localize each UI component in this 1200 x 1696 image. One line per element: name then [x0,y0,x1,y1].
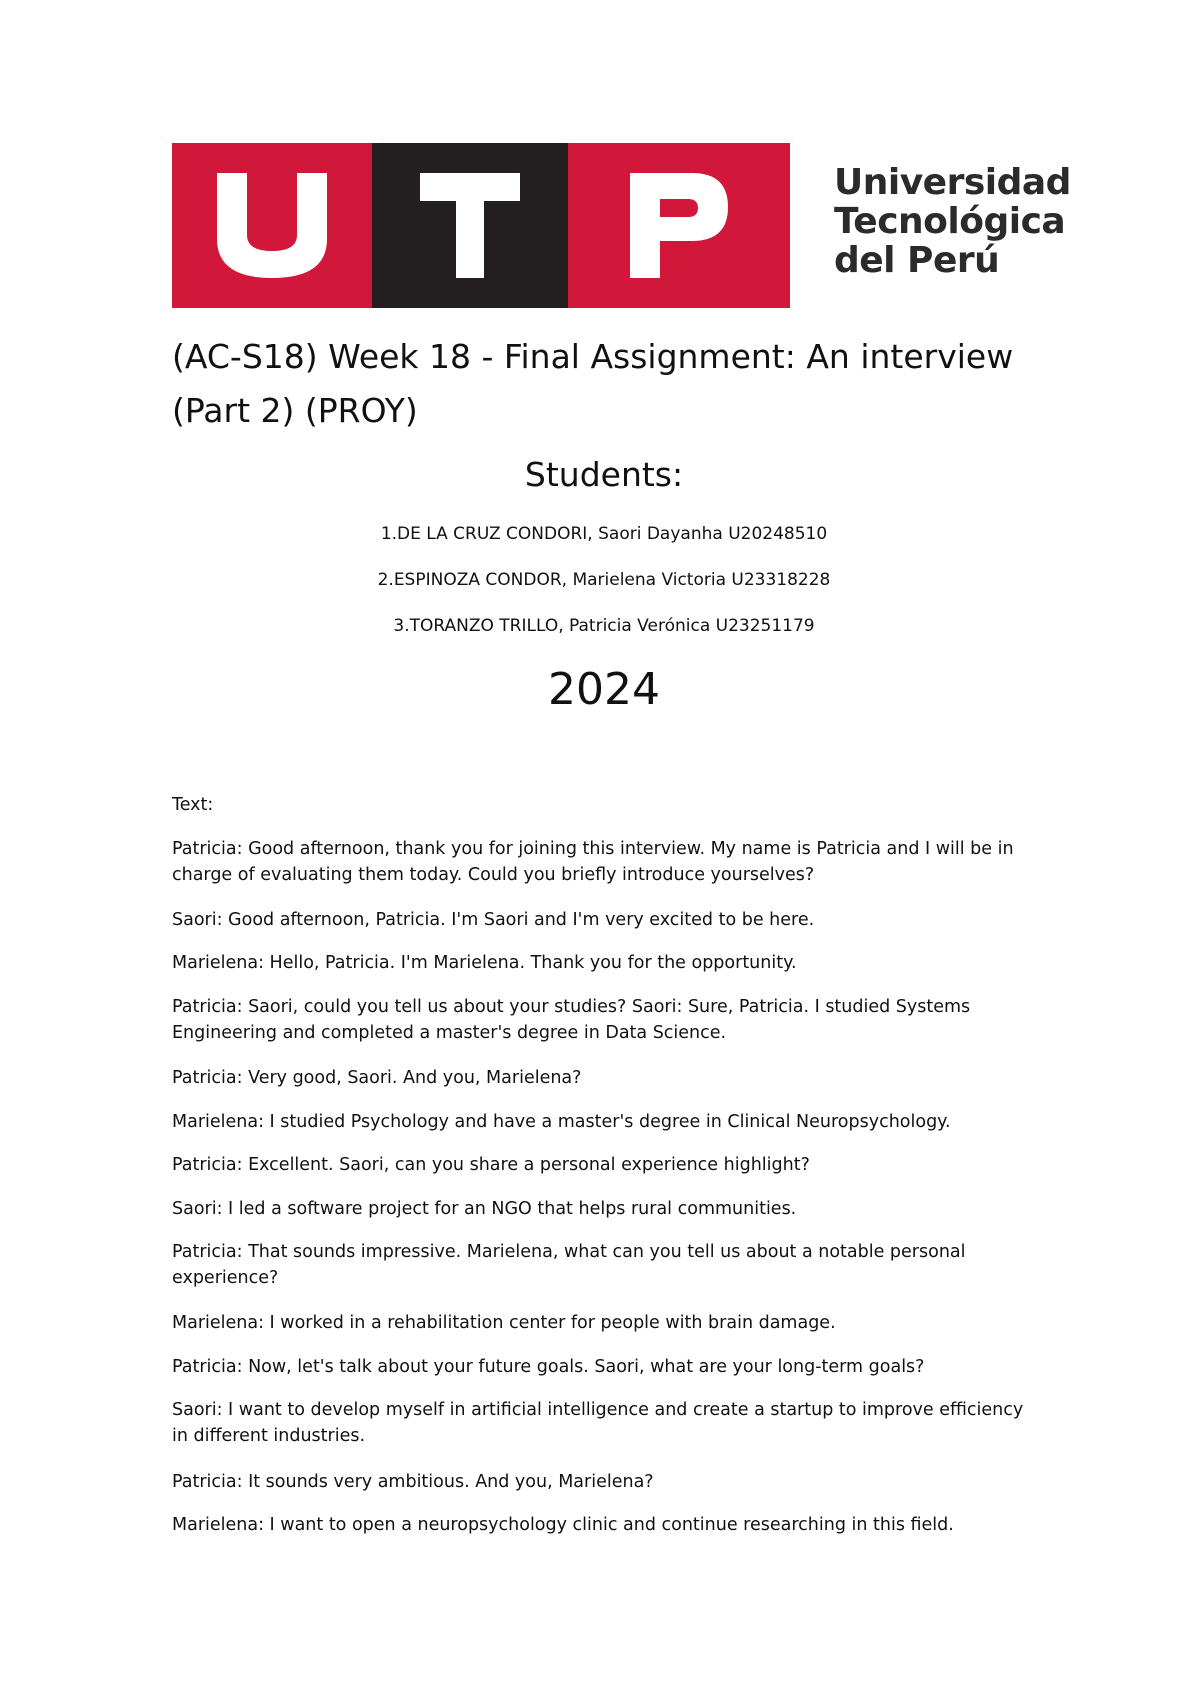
logo-block-p [568,143,790,308]
students-heading: Students: [524,455,684,494]
dialogue-line: Patricia: Very good, Saori. And you, Marielena? [172,1068,582,1088]
logo-block-t [372,143,568,308]
title-line-1: (AC-S18) Week 18 - Final Assignment: An interview [172,337,1014,376]
utp-logo [172,143,1116,308]
dialogue-line: Saori: I want to develop myself in artificial intelligence and create a startup to improve efficiency in different industries. [172,1400,1024,1446]
logo-block-u [172,143,372,308]
student-item-1: 1.DE LA CRUZ CONDORI, Saori Dayanha U20248510 [380,524,828,544]
document-title [172,330,1072,438]
dialogue-line: Patricia: It sounds very ambitious. And you, Marielena? [172,1472,654,1492]
year: 2024 [548,664,660,715]
university-name-line-3: del Perú [834,240,1000,281]
university-name-line-2: Tecnológica [834,201,1066,242]
dialogue-line: Marielena: I worked in a rehabilitation center for people with brain damage. [172,1313,836,1333]
title-line-2: (Part 2) (PROY) [172,391,418,430]
text-label: Text: [172,795,214,815]
student-item-3: 3.TORANZO TRILLO, Patricia Verónica U23251179 [393,616,815,636]
student-item-2: 2.ESPINOZA CONDOR, Marielena Victoria U23318228 [377,570,831,590]
dialogue-line: Marielena: Hello, Patricia. I'm Marielena. Thank you for the opportunity. [172,953,797,973]
dialogue-line: Saori: I led a software project for an NGO that helps rural communities. [172,1199,797,1219]
dialogue-line: Patricia: That sounds impressive. Marielena, what can you tell us about a notable personal experience? [172,1242,966,1288]
dialogue-line: Saori: Good afternoon, Patricia. I'm Saori and I'm very excited to be here. [172,910,815,930]
university-name-line-1: Universidad [834,162,1071,203]
logo-letter-p-icon [630,173,728,278]
dialogue-line: Marielena: I want to open a neuropsychology clinic and continue researching in this field. [172,1515,954,1535]
dialogue-line: Marielena: I studied Psychology and have a master's degree in Clinical Neuropsychology. [172,1112,951,1132]
logo-letter-u-icon [217,173,327,278]
dialogue-line: Patricia: Now, let's talk about your future goals. Saori, what are your long-term goals? [172,1357,925,1377]
dialogue-line: Patricia: Good afternoon, thank you for joining this interview. My name is Patricia and I will be in charge of evaluating them today. Could you briefly introduce yourselves? [172,839,1014,885]
university-name [834,163,1124,280]
dialogue-line: Patricia: Excellent. Saori, can you share a personal experience highlight? [172,1155,810,1175]
logo-letter-t-icon [420,173,520,278]
dialogue-line: Patricia: Saori, could you tell us about your studies? Saori: Sure, Patricia. I studied Systems Engineering and completed a master's degree in Data Science. [172,997,971,1043]
